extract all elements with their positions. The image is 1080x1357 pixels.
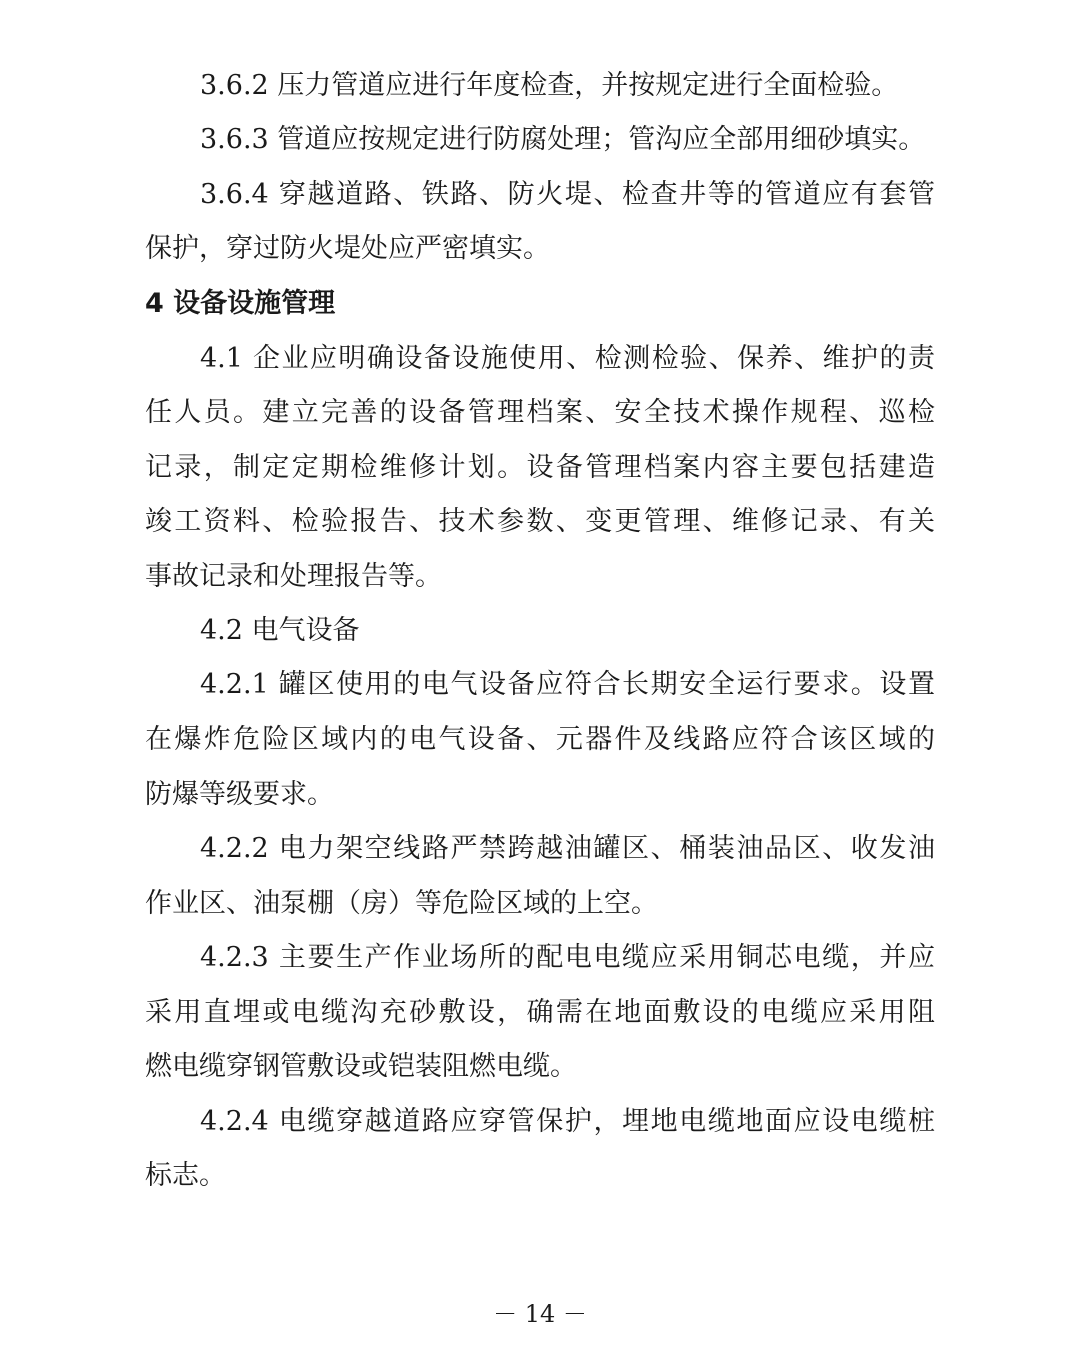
text-line: 4.2.2 电力架空线路严禁跨越油罐区、桶装油品区、收发油 [200, 833, 935, 864]
text-line: 记录，制定定期检维修计划。设备管理档案内容主要包括建造 [145, 452, 935, 483]
text-line: 燃电缆穿钢管敷设或铠装阻燃电缆。 [145, 1051, 577, 1082]
text-line: 防爆等级要求。 [145, 779, 334, 810]
text-line: 任人员。建立完善的设备管理档案、安全技术操作规程、巡检 [145, 397, 935, 428]
page-number: － 14 － [493, 1300, 587, 1328]
text-line: 作业区、油泵棚（房）等危险区域的上空。 [145, 888, 658, 919]
text-line: 4.2.1 罐区使用的电气设备应符合长期安全运行要求。设置 [200, 669, 935, 700]
text-line: 保护，穿过防火堤处应严密填实。 [145, 233, 550, 264]
text-line: 4.2.3 主要生产作业场所的配电电缆应采用铜芯电缆，并应 [200, 942, 935, 973]
text-line: 3.6.3 管道应按规定进行防腐处理；管沟应全部用细砂填实。 [200, 124, 926, 155]
text-line: 标志。 [145, 1160, 226, 1191]
text-line: 采用直埋或电缆沟充砂敷设，确需在地面敷设的电缆应采用阻 [145, 997, 935, 1028]
text-line: 4.1 企业应明确设备设施使用、检测检验、保养、维护的责 [200, 343, 935, 374]
text-line: 3.6.4 穿越道路、铁路、防火堤、检查井等的管道应有套管 [200, 179, 935, 210]
text-line: 3.6.2 压力管道应进行年度检查，并按规定进行全面检验。 [200, 70, 899, 101]
text-line: 在爆炸危险区域内的电气设备、元器件及线路应符合该区域的 [145, 724, 935, 755]
text-line: 竣工资料、检验报告、技术参数、变更管理、维修记录、有关 [145, 506, 935, 537]
text-line: 事故记录和处理报告等。 [145, 561, 442, 592]
heading-text: 4 设备设施管理 [145, 288, 336, 319]
text-line: 4.2.4 电缆穿越道路应穿管保护，埋地电缆地面应设电缆桩 [200, 1106, 935, 1137]
subsection-title: 4.2 电气设备 [200, 615, 360, 646]
